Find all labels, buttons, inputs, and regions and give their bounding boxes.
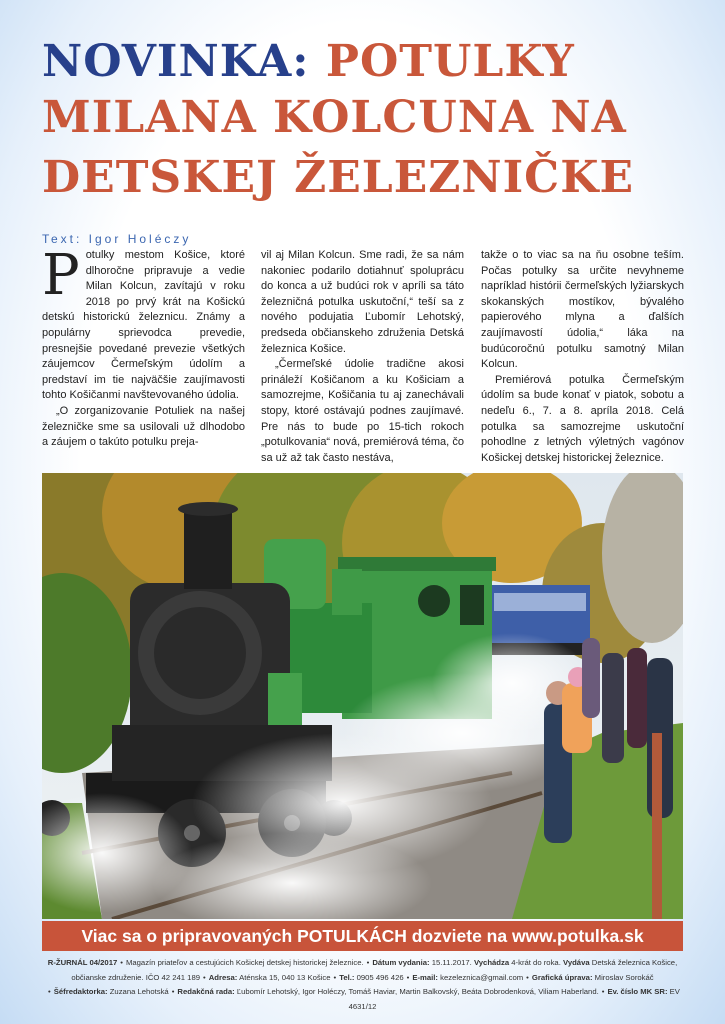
email: kezeleznica@gmail.com [440,972,524,982]
release-date: 15.11.2017. [431,958,472,967]
article-paragraph: „O zorganizovanie Potuliek na našej železničke sme sa usilovali už dlhodobo a záujem o takúto potulku preja- [42,404,245,449]
magazine-issue: R-ŽURNÁL 04/2017 [47,958,118,967]
promo-banner: Viac sa o pripravovaných POTULKÁCH dozviete na www.potulka.sk [42,921,683,951]
imprint-line-3: • Šéfredaktorka: Zuzana Lehotská • Redakčná rada: Ľubomír Lehotský, Igor Holéczy, Tomáš Haviar, Martin Balkovský, Beáta Dobrodenková, Viliam Haberland. • Ev. číslo MK SR: EV 4631/12 [48,987,680,1011]
registration-number: EV 4631/12 [348,987,680,1011]
publisher: Detská železnica Košice, [591,958,678,967]
imprint-line-1: R-ŽURNÁL 04/2017 • Magazín priateľov a cestujúcich Košickej detskej historickej železnice. • Dátum vydania: 15.11.2017. Vychádza 4-krát do roka. Vydáva Detská železnica Košice, [47,958,678,967]
article-column-3 [481,248,684,464]
frequency-label: Vychádza [473,958,510,967]
imprint-line-2: občianske združenie. IČO 42 241 189 • Adresa: Aténska 15, 040 13 Košice • Tel.: 0905 496 426 • E-mail: kezeleznica@gmail.com • Grafická úprava: Miroslav Sorokáč [71,972,654,982]
publisher-label: Vydáva [562,958,590,967]
headline-line-3: DETSKEJ ŽELEZNIČKE [42,152,634,203]
article-paragraph: vil aj Milan Kolcun. Sme radi, že sa nám nakoniec podarilo dotiahnuť spoluprácu do konca a už budúci rok v apríli sa táto železničná potulka uskutoční,“ teší sa z nového podujatia Ľubomír Lehotský, predseda občianskeho združenia Detská železnica Košice. [261,249,464,355]
frequency: 4-krát do roka. [511,958,561,967]
byline: Text: Igor Holéczy [42,232,192,246]
release-date-label: Dátum vydania: [372,958,430,967]
steam-train-illustration [42,473,683,919]
article-paragraph: „Čermeľské údolie tradične akosi prináleží Košičanom a ku Košiciam a samozrejme, Košičania tu aj zanechávali stopy, ktoré ostávajú podnes zaujímavé. Pre nás to bude po 15-tich rokoch „potulkovania“ nová, premiérová téma, čo sa už až tak často nestáva, [261,358,464,464]
phone: 0905 496 426 [356,972,404,982]
email-label: E-mail: [412,972,438,982]
article-paragraph [42,243,245,404]
address-label: Adresa: [208,972,238,982]
drop-cap: P [42,243,80,308]
editorial-board: Ľubomír Lehotský, Igor Holéczy, Tomáš Haviar, Martin Balkovský, Beáta Dobrodenková, Viliam Haberland. [236,987,599,996]
design-label: Grafická úprava: [531,972,593,982]
headline [42,36,692,216]
registration-label: Ev. číslo MK SR: [607,987,668,996]
address: Aténska 15, 040 13 Košice [239,972,331,982]
editor: Zuzana Lehotská [109,987,169,996]
publisher-id: občianske združenie. IČO 42 241 189 [71,972,200,982]
imprint-footer [40,956,685,1014]
designer: Miroslav Sorokáč [594,972,654,982]
article-paragraph: takže o to viac sa na ňu osobne teším. Počas potulky sa určite nevyhneme napríklad histórii čermeľských lyžiarskych skokanských mostíkov, bývalého papierového mlyna a ďalších zaujímavostí údolia,“ láka na budúcoročnú potulku samotný Milan Kolcun. [481,249,684,371]
article-paragraph: Premiérová potulka Čermeľským údolím sa bude konať v piatok, sobotu a nedeľu 6., 7. a 8. apríla 2018. Celá potulka sa samozrejme uskutoční pohodlne z letných výletných vagónov Košickej detskej historickej železnice. [481,373,684,464]
headline-word: POTULKY [325,36,575,87]
paragraph-text: otulky mestom Košice, ktoré dlhoročne pripravuje a vedie Milan Kolcun, zavítajú v roku 2018 po prvý krát na Košickú detskú historickú železnicu. Známy a populárny sprievodca prevedie, presnejšie povedané prevezie všetkých záujemcov Čermeľským údolím a predstaví im tie najväčšie zaujímavosti tohto Košičanmi navštevovaného údolia. [42,249,245,402]
magazine-description: Magazín priateľov a cestujúcich Košickej detskej historickej železnice. [125,958,364,967]
phone-label: Tel.: [339,972,355,982]
headline-prefix: NOVINKA: [42,36,310,87]
editor-label: Šéfredaktorka: [53,987,108,996]
article-column-1 [42,243,245,460]
headline-line-1 [42,36,692,96]
article-column-2 [261,248,464,464]
board-label: Redakčná rada: [177,987,235,996]
steam-train-photo [42,473,683,919]
headline-line-2: MILANA KOLCUNA NA [42,92,627,143]
